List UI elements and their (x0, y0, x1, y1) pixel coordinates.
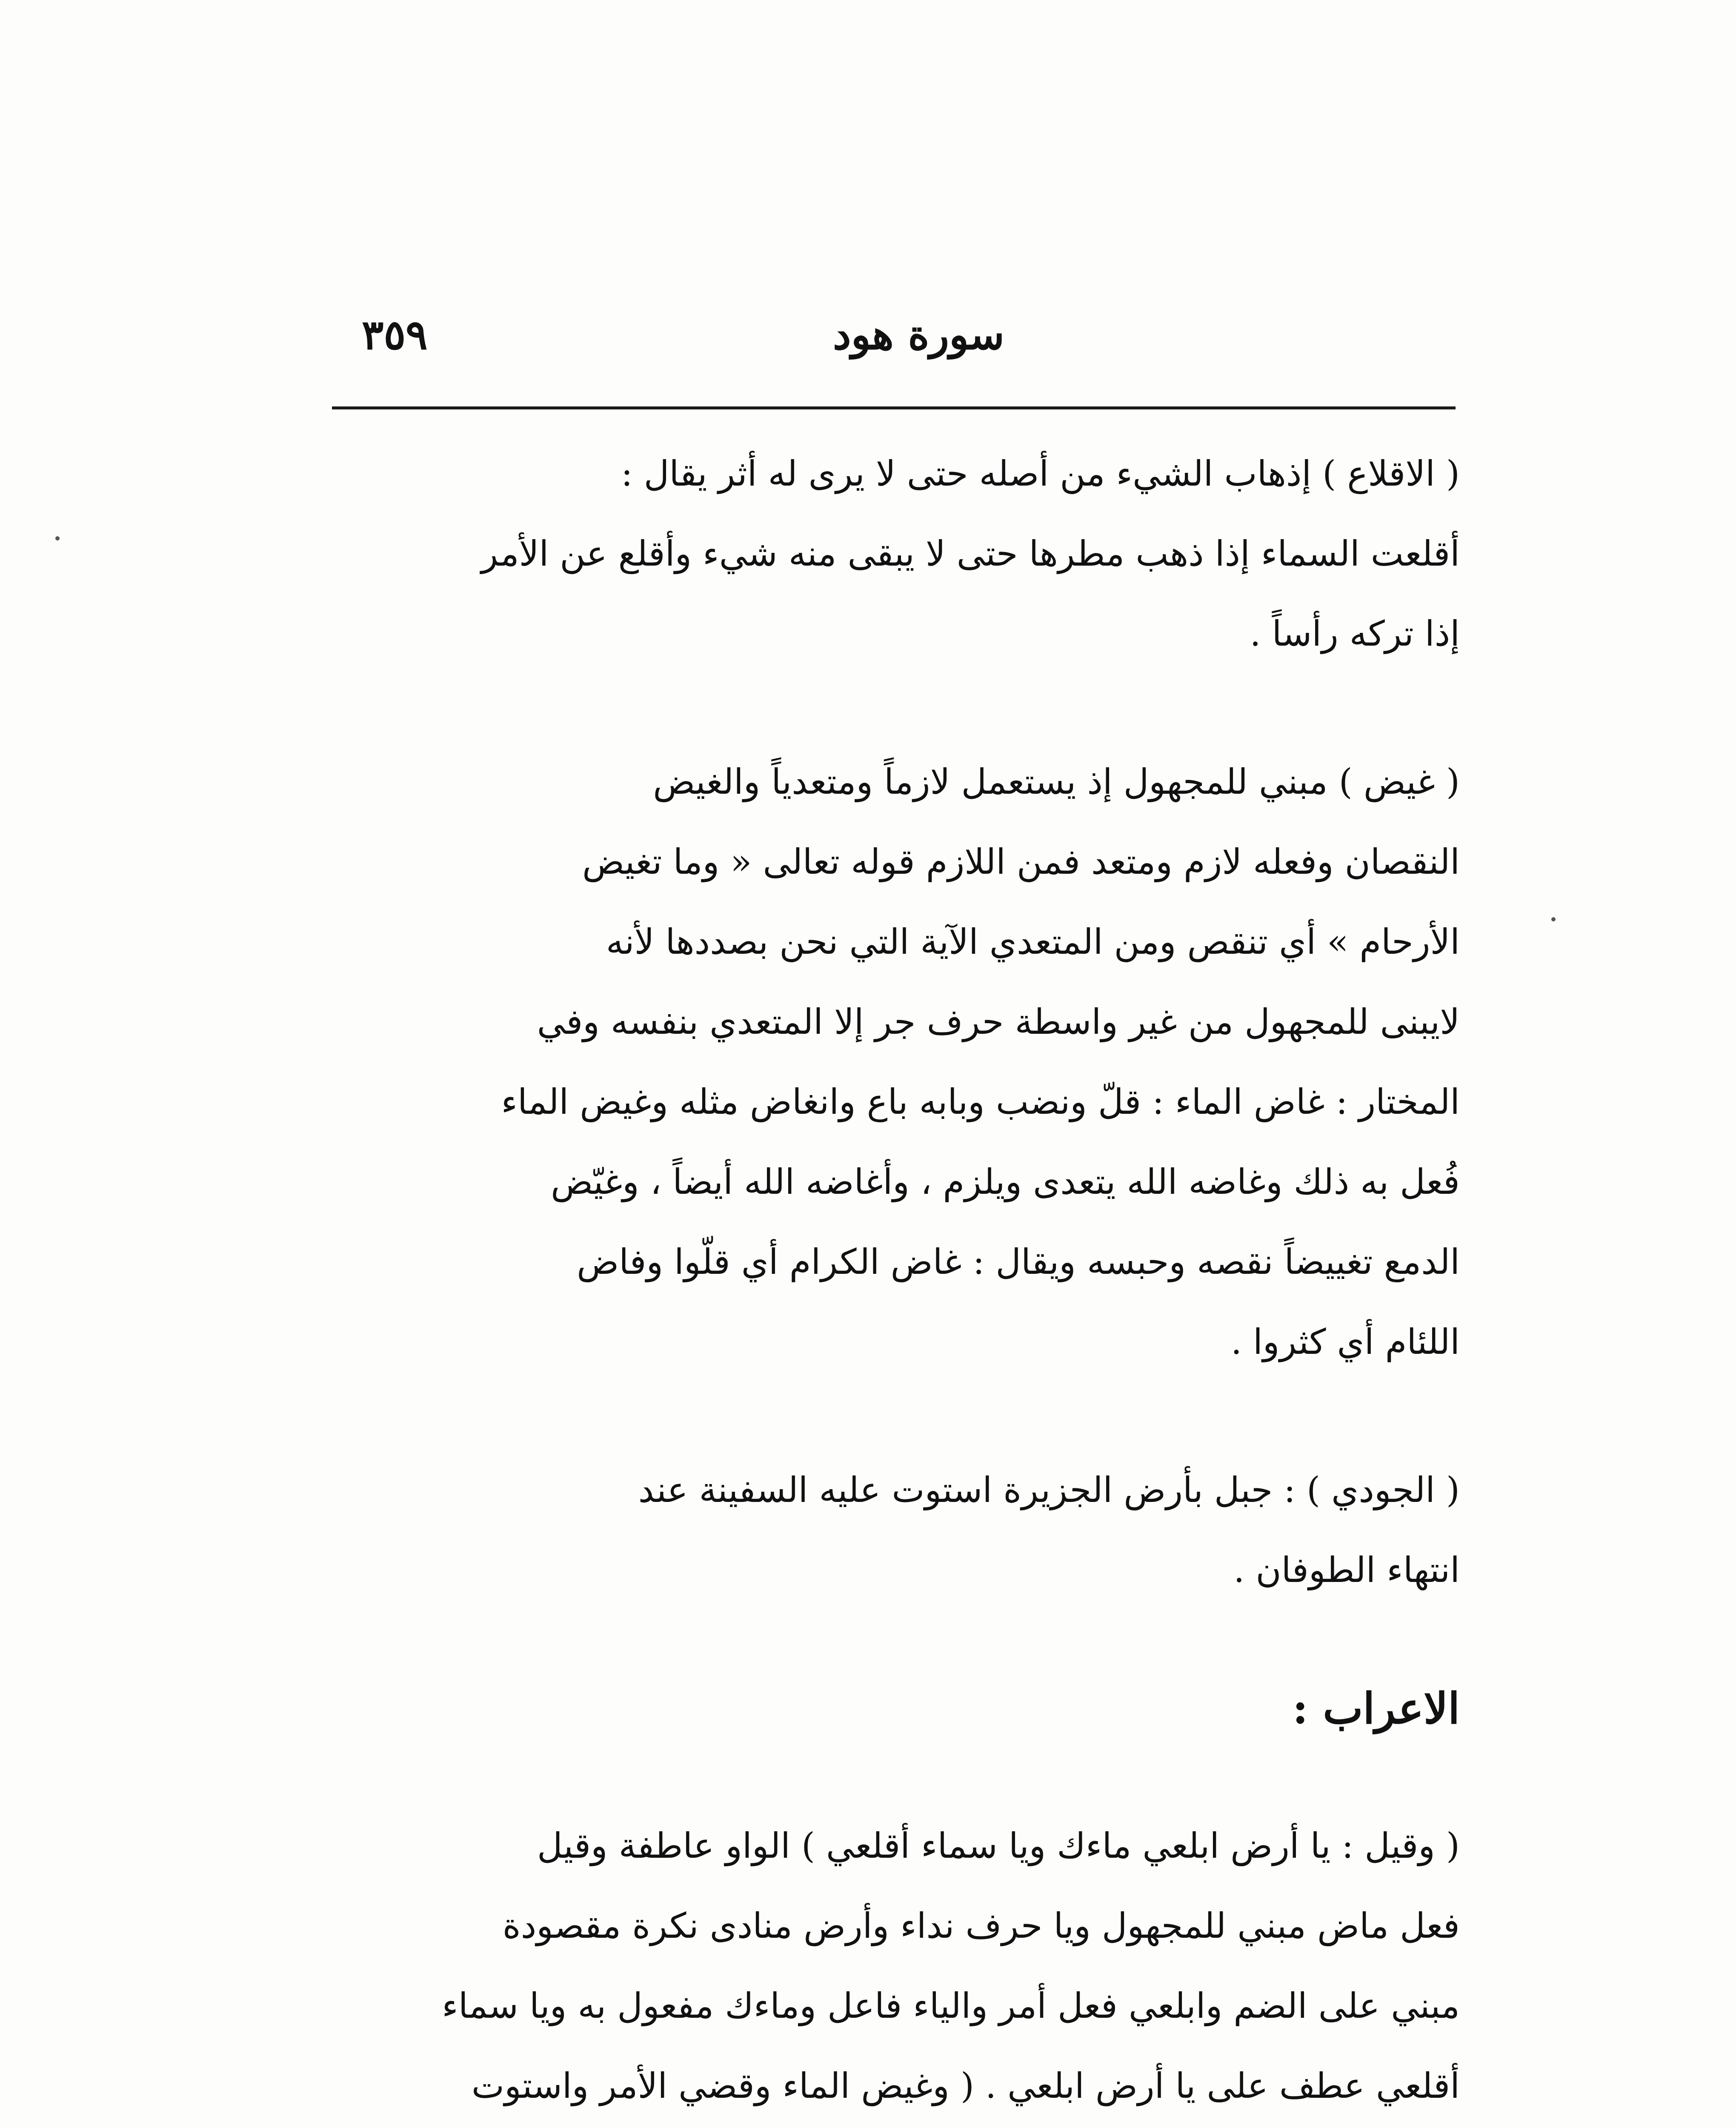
paragraph-gap (323, 1751, 1460, 1806)
text-line: النقصان وفعله لازم ومتعد فمن اللازم قوله تعالى « وما تغيض (582, 842, 1460, 882)
scan-speck (1551, 917, 1556, 921)
text-line: ( غيض ) مبني للمجهول إذ يستعمل لازماً ومتعدياً والغيض (653, 762, 1460, 802)
text-line: مبني على الضم وابلعي فعل أمر والياء فاعل وماءك مفعول به ويا سماء (442, 1986, 1460, 2026)
text-line: أقلعي عطف على يا أرض ابلعي . ( وغيض الماء وقضي الأمر واستوت (471, 2066, 1460, 2106)
text-line: ( الجودي ) : جبل بأرض الجزيرة استوت عليه السفينة عند (638, 1470, 1460, 1510)
paragraph-gap (323, 674, 1460, 742)
text-line: الأرحام » أي تنقص ومن المتعدي الآية التي نحن بصددها لأنه (606, 922, 1460, 962)
text-line: لايبنى للمجهول من غير واسطة حرف جر إلا المتعدي بنفسه وفي (537, 1002, 1460, 1042)
running-title: سورة هود (832, 311, 1004, 359)
glossary-entry-iqla (323, 434, 1460, 674)
header-rule (332, 406, 1456, 409)
text-line: ( وقيل : يا أرض ابلعي ماءك ويا سماء أقلعي ) الواو عاطفة وقيل (537, 1826, 1460, 1866)
irab-paragraph (323, 1806, 1460, 2128)
page-body (323, 434, 1460, 2128)
paragraph-gap (323, 1610, 1460, 1666)
text-line: انتهاء الطوفان . (1233, 1550, 1460, 1590)
text-line: ( الاقلاع ) إذهاب الشيء من أصله حتى لا يرى له أثر يقال : (621, 454, 1460, 494)
glossary-entry-ghid (323, 742, 1460, 1382)
text-line: فُعل به ذلك وغاضه الله يتعدى ويلزم ، وأغاضه الله أيضاً ، وغيّض (551, 1162, 1460, 1202)
scan-speck (55, 536, 60, 541)
text-line: الدمع تغييضاً نقصه وحبسه ويقال : غاض الكرام أي قلّوا وفاض (577, 1242, 1460, 1282)
section-heading-irab: الاعراب : (1292, 1683, 1460, 1733)
page-header (323, 294, 1456, 379)
text-line: إذا تركه رأساً . (1250, 614, 1460, 654)
text-line: اللئام أي كثروا . (1230, 1322, 1460, 1362)
text-line: أقلعت السماء إذا ذهب مطرها حتى لا يبقى منه شيء وأقلع عن الأمر (481, 534, 1460, 574)
paragraph-gap (323, 1382, 1460, 1450)
page-number: ٣٥٩ (362, 311, 428, 359)
text-line: المختار : غاض الماء : قلّ ونضب وبابه باع وانغاض مثله وغيض الماء (501, 1082, 1460, 1122)
text-line: فعل ماض مبني للمجهول ويا حرف نداء وأرض منادى نكرة مقصودة (502, 1906, 1460, 1946)
glossary-entry-judi (323, 1450, 1460, 1610)
